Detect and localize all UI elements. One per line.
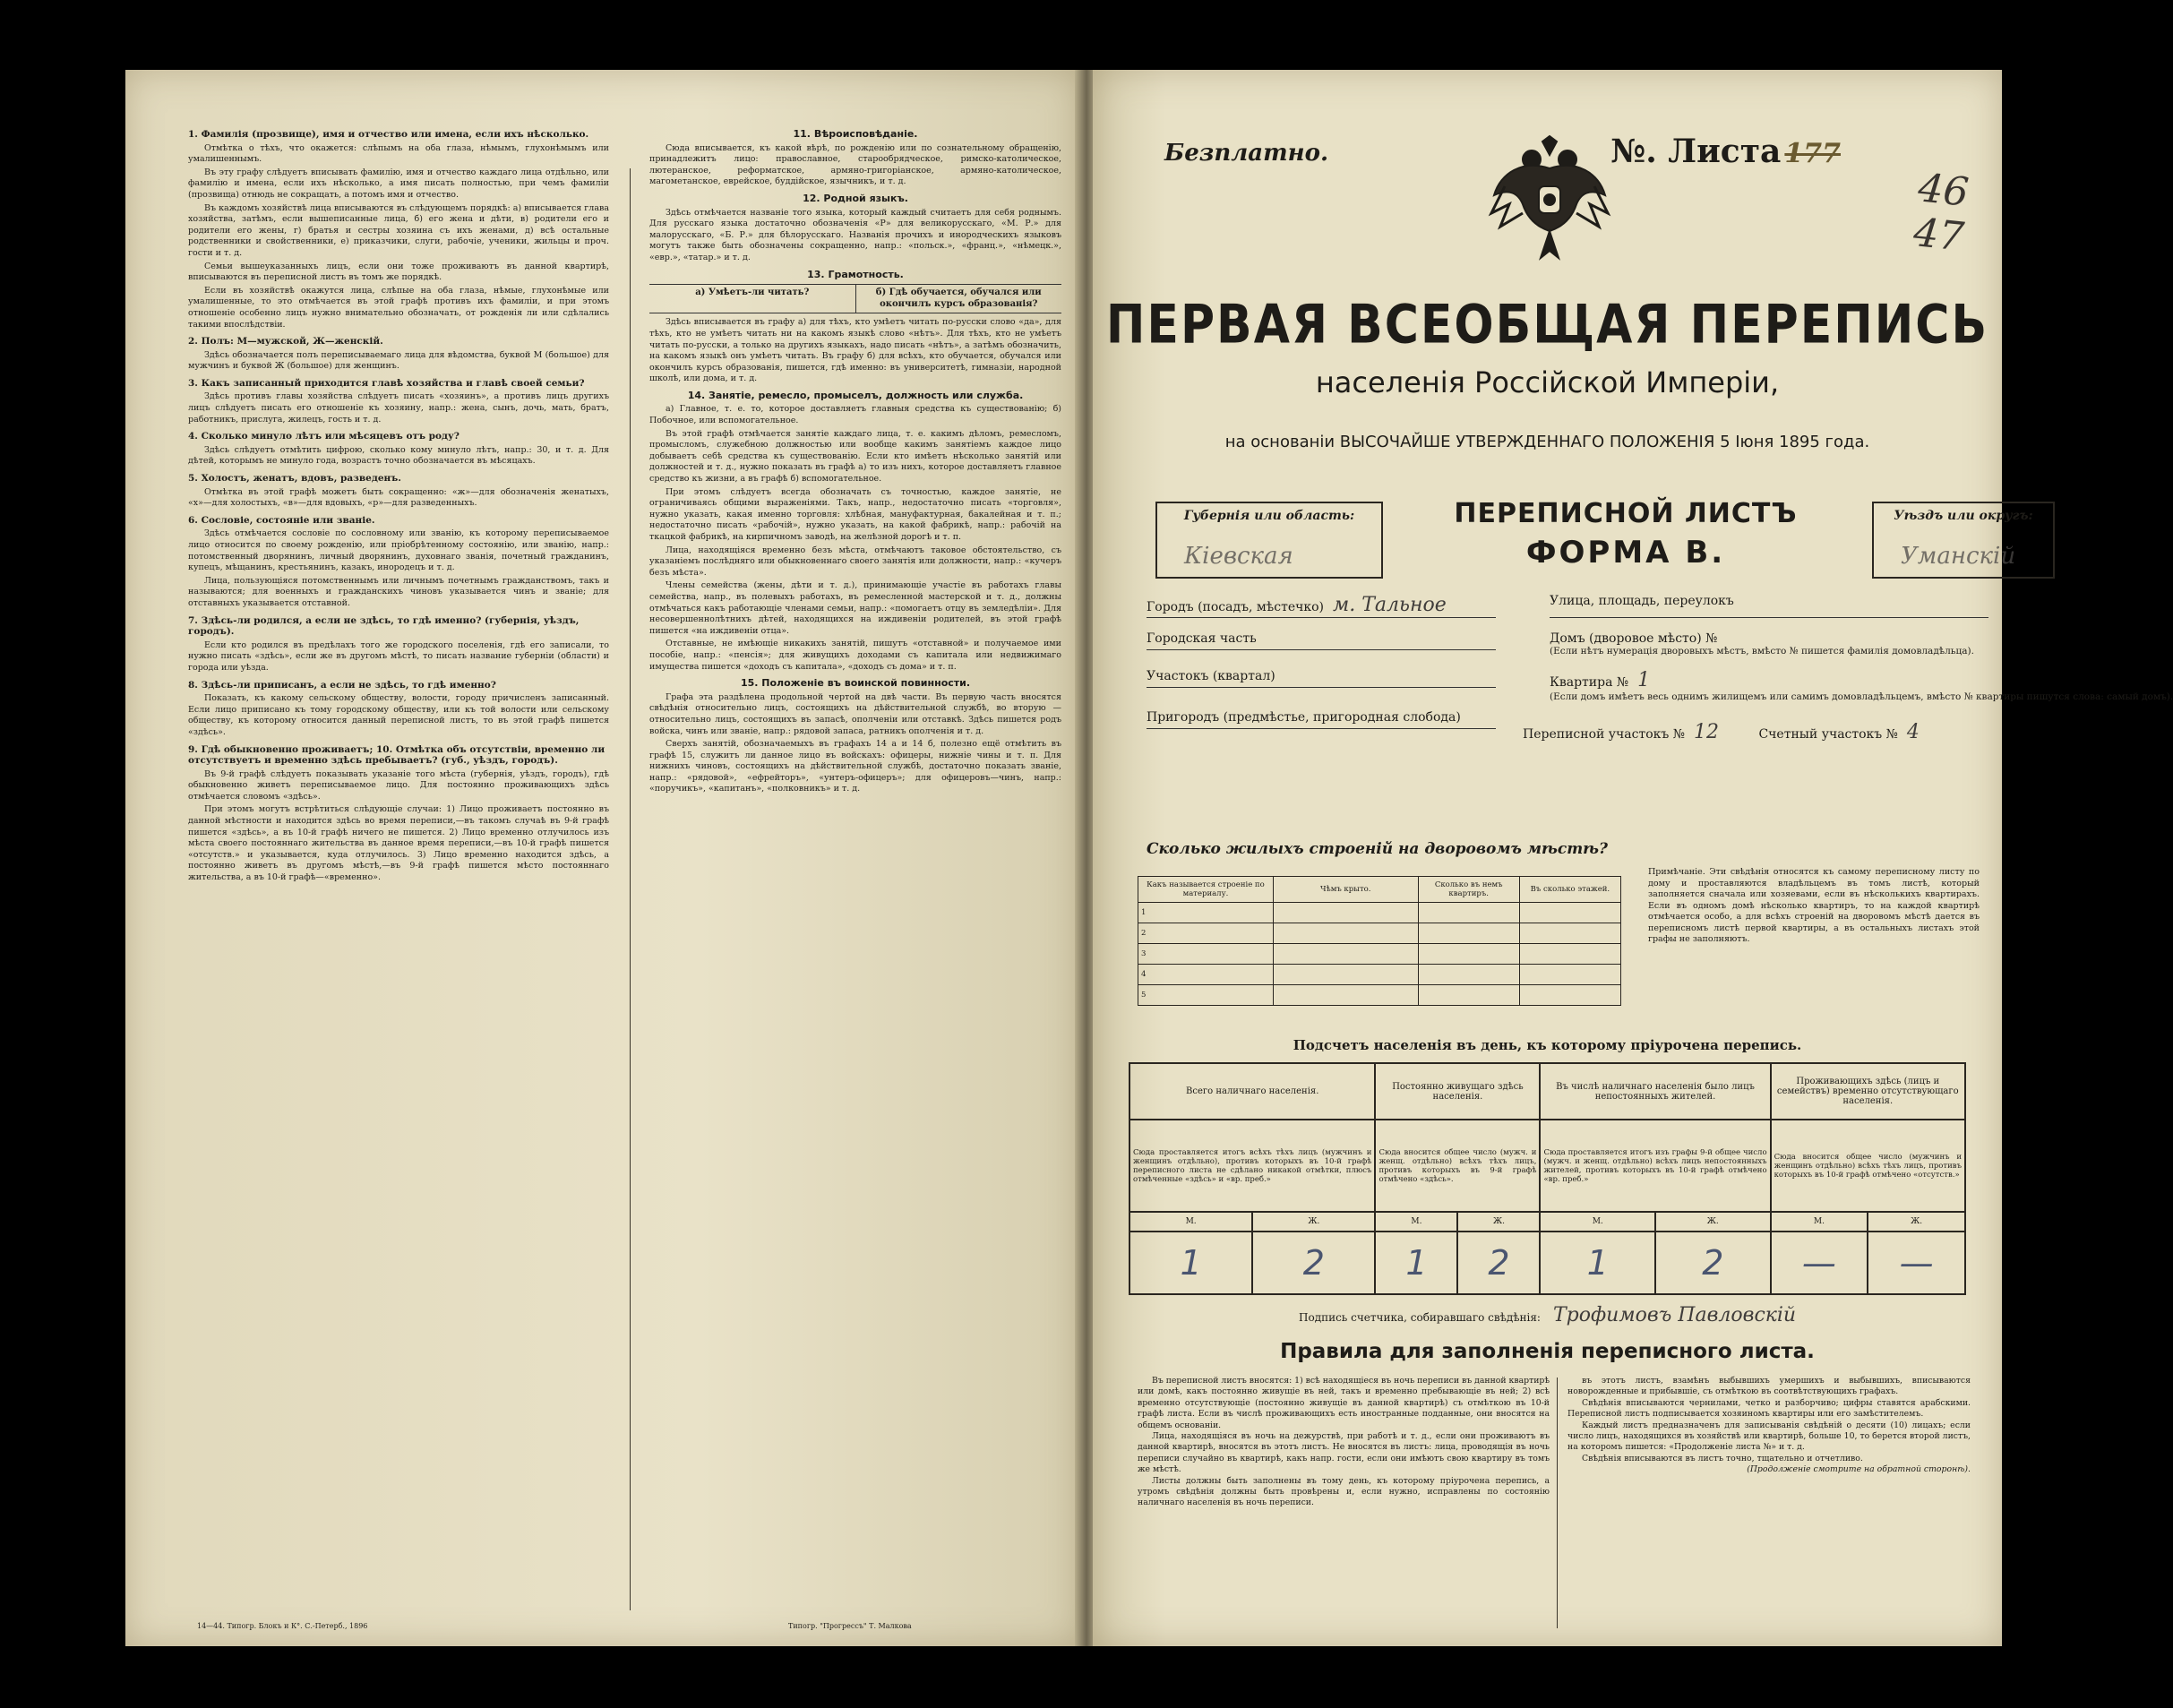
street-label: Улица, площадь, переулокъ [1550,594,1734,608]
table-row [1138,903,1621,923]
count-group-desc: Сюда проставляется итогъ изъ графы 9-й общее число (мужч. и женщ. отдѣльно) всѣхъ лицъ непостоянныхъ жителей, противъ которыхъ въ 10-й графѣ отмѣчено «вр. преб.» [1540,1120,1770,1212]
rules-column-2 [1567,1376,1971,1476]
instruction-paragraph: Отставные, не имѣющіе никакихъ занятій, пишутъ «отставной» и получаемое ими пособіе, напр.: «пенсія»; для живущихъ доходами съ капитала или недвижимаго имущества пишется «доходъ съ капитала», «доходъ съ дома» и т. п. [649,639,1061,672]
instruction-paragraph: При этомъ могутъ встрѣтиться слѣдующіе случаи: 1) Лицо проживаетъ постоянно въ данной мѣстности и находится здѣсь во время переписи,—въ такомъ случаѣ въ 9-й графѣ пишется «здѣсь», а въ 10-й графѣ ничего не пишется. 2) Лицо временно отлучилось изъ мѣста своего постояннаго жительства въ данное время переписи,—въ 10-й графѣ пишется «отсутств.» и указывается, куда отлучилось. 3) Лицо временно находится здѣсь, а постоянно живетъ въ другомъ мѣстѣ,—въ 9-й графѣ пишется мѣсто постояннаго жительства, а въ 10-й графѣ—«временно». [188,804,609,883]
instruction-heading: 12. Родной языкъ. [803,192,908,204]
census-area-value: 12 [1694,721,1719,743]
buildings-header: Сколько въ немъ квартиръ. [1418,877,1519,903]
count-value: — [1771,1232,1868,1294]
rules-footnote: (Продолженіе смотрите на обратной сторонѣ). [1747,1464,1971,1475]
house-field [1550,631,1974,657]
count-value: 1 [1375,1232,1457,1294]
form-name: ПЕРЕПИСНОЙ ЛИСТЪ [1454,498,1798,529]
instruction-paragraph: Показать, къ какому сельскому обществу, волости, городу причисленъ записанный. Если лицо приписано къ тому городскому обществу, или къ той волости или сельскому обществу, къ которому относится данный переписной листъ, то въ этой графѣ пишется «здѣсь». [188,693,609,737]
uezd-value: Уманскій [1901,543,2016,570]
instructions-column-2 [649,124,1061,1619]
literacy-subquestion: б) Гдѣ обучается, обучался или окончилъ курсъ образованія? [855,285,1062,313]
instruction-heading: 5. Холостъ, женатъ, вдовъ, разведенъ. [188,473,401,485]
rules-paragraph: Свѣдѣнія вписываются чернилами, четко и разборчиво; цифры ставятся арабскими. Переписной листъ подписывается хозяиномъ квартиры или его замѣстителемъ. [1567,1397,1971,1420]
house-label: Домъ (дворовое мѣсто) № [1550,631,1718,646]
census-area-field [1523,721,1920,743]
instruction-paragraph: Отмѣтка въ этой графѣ можетъ быть сокращенно: «ж»—для обозначенія женатыхъ, «х»—для холостыхъ, «в»—для вдовыхъ, «р»—для разведенныхъ. [188,486,609,509]
instruction-heading: 15. Положеніе въ воинской повинности. [740,677,971,690]
gubernia-label: Губернія или область: [1183,509,1355,523]
legal-basis: на основаніи ВЫСОЧАЙШЕ УТВЕРЖДЕННАГО ПОЛОЖЕНІЯ 5 Іюня 1895 года. [1224,433,1870,451]
instruction-heading: 4. Сколько минуло лѣтъ или мѣсяцевъ отъ роду? [188,431,460,442]
apartment-note: (Если домъ имѣетъ весь однимъ жилищемъ или самимъ домовладѣльцемъ, вмѣсто № квартиры пишутся слова: самый домъ). [1550,691,2173,702]
row-number: 1 [1138,903,1274,923]
instruction-heading: 8. Здѣсь-ли приписанъ, а если не здѣсь, то гдѣ именно? [188,679,496,691]
count-value: 1 [1540,1232,1655,1294]
instruction-heading: 2. Полъ: М—мужской, Ж—женскій. [188,336,383,348]
instructions-column-1 [188,124,609,1619]
instruction-heading: 7. Здѣсь-ли родился, а если не здѣсь, то гдѣ именно? (губернія, уѣздъ, городъ). [188,614,580,638]
count-group-title: Проживающихъ здѣсь (лицъ и семействъ) временно отсутствующаго населенія. [1771,1063,1965,1120]
sex-label: Ж. [1655,1212,1771,1232]
instruction-paragraph: Лица, находящіяся временно безъ мѣста, отмѣчаютъ таковое обстоятельство, съ указаніемъ послѣдняго или обыкновеннаго своего занятія или должности, напр.: «кучеръ безъ мѣста». [649,545,1061,578]
buildings-header: Въ сколько этажей. [1519,877,1620,903]
district-field [1147,669,1275,683]
printer-imprint-2: Типогр. "Прогрессъ" Т. Малкова [788,1622,912,1630]
sex-label: М. [1129,1212,1252,1232]
instruction-paragraph: Сверхъ занятій, обозначаемыхъ въ графахъ 14 а и 14 б, полезно ещё отмѣтить въ графѣ 15, служитъ ли данное лицо въ войскахъ: офицеры, нижніе чины и т. п. Для нижнихъ чиновъ, состоящихъ на дѣйствительной службѣ, достаточно показать званіе, напр.: «рядовой», «ефрейторъ», «унтеръ-офицеръ»; для офицеровъ—чинъ, напр.: «поручикъ», «капитанъ», «полковникъ» и т. д. [649,739,1061,794]
instruction-paragraph: Въ эту графу слѣдуетъ вписывать фамилію, имя и отчество каждаго лица отдѣльно, или фамилію и имена, если ихъ нѣсколько, а имя писать полностью, при чемъ фамиліи (прозвища) отнюдь не сокращать, а потомъ имя и отчество. [188,167,609,200]
rules-paragraph: Свѣдѣнія вписываются въ листъ точно, тщательно и отчетливо. [1582,1453,1863,1463]
instruction-heading: 14. Занятіе, ремесло, промыселъ, должность или служба. [687,389,1024,401]
sex-label: Ж. [1252,1212,1375,1232]
rules-paragraph: въ этотъ листъ, взамѣнъ выбывшихъ умершихъ и выбывшихъ, вписываются новорожденные и прибывшіе, съ отмѣткою въ соотвѣтствующихъ графахъ. [1567,1376,1971,1397]
part-label: Городская часть [1147,631,1257,646]
buildings-header: Чѣмъ крыто. [1273,877,1418,903]
table-row [1138,985,1621,1006]
instruction-paragraph: Здѣсь отмѣчается названіе того языка, который каждый считаетъ для себя роднымъ. Для русскаго языка достаточно обозначенія «Р» для великорусскаго, «М. Р.» для малорусскаго, «Б. Р.» для бѣлорусскаго. Названія прочихъ и инородческихъ языковъ могутъ также быть обозначены сокращенно, напр.: «польск.», «франц.», «нѣмецк.», «евр.», «татар.» и т. д. [649,207,1061,262]
instruction-heading: 1. Фамилія (прозвище), имя и отчество или имена, если ихъ нѣсколько. [188,129,589,140]
form-code: ФОРМА В. [1525,535,1726,571]
rules-title: Правила для заполненія переписного листа. [1280,1340,1815,1363]
column-divider [630,168,631,1610]
instruction-heading: 11. Вѣроисповѣданіе. [793,128,918,140]
rules-paragraph: Листы должны быть заполнены въ тому день, къ которому пріурочена перепись, а утромъ свѣдѣнія должны быть провѣрены и, если нужно, исправлены по состоянію наличнаго населенія въ ночь переписи. [1138,1475,1550,1508]
row-number: 5 [1138,985,1274,1006]
instruction-paragraph: Семьи вышеуказанныхъ лицъ, если они тоже проживаютъ въ данной квартирѣ, вписываются въ переписной листъ въ томъ же порядкѣ. [188,261,609,283]
district-label: Участокъ (квартал) [1147,669,1275,683]
population-count-title: Подсчетъ населенія въ день, къ которому пріурочена перепись. [1293,1037,1802,1053]
pencil-number: 46 [1916,165,1971,216]
count-group-desc: Сюда вносится общее число (мужчинъ и женщинъ отдѣльно) всѣхъ тѣхъ лицъ, противъ которыхъ въ 10-й графѣ отмѣчено «отсутств.» [1771,1120,1965,1212]
instruction-paragraph: Въ 9-й графѣ слѣдуетъ показывать указаніе того мѣста (губернія, уѣздъ, городъ), гдѣ обыкновенно живетъ переписываемое лицо. Для постоянно проживающихъ здѣсь отмѣчается словомъ «здѣсь». [188,768,609,802]
count-group-title: Постоянно живущаго здѣсь населенія. [1375,1063,1540,1120]
pencil-archive-numbers [1911,166,1971,260]
apartment-field [1550,669,2173,702]
uezd-label: Уѣздъ или округъ: [1894,509,2033,523]
literacy-question [649,284,1061,313]
instruction-paragraph: Лица, пользующіяся потомственнымъ или личнымъ почетнымъ гражданствомъ, такъ и называются; для военныхъ и гражданскихъ чиновъ указывается чинъ и званіе; для отставныхъ указывается отставной. [188,575,609,608]
street-field [1550,594,1734,608]
instruction-paragraph: Въ этой графѣ отмѣчается занятіе каждаго лица, т. е. какимъ дѣломъ, ремесломъ, промысломъ, служебною должностью или вообще какимъ занятіемъ каждое лицо добываетъ себѣ средства къ существованію. Если кто имѣетъ нѣсколько занятій или должностей и т. д., нужно показать въ графѣ а) то изъ нихъ, которое доставляетъ главное средство къ жизни, а въ графѣ б) вспомогательное. [649,428,1061,485]
suburb-label: Пригородъ (предмѣстье, пригородная слобода) [1147,710,1461,725]
instruction-paragraph: Отмѣтка о тѣхъ, что окажется: слѣпымъ на оба глаза, нѣмымъ, глухонѣмымъ или умалишеннымъ. [188,142,609,165]
instruction-paragraph: а) Главное, т. е. то, которое доставляетъ главныя средства къ существованію; б) Побочное, или вспомогательное. [649,404,1061,426]
signature-value: Трофимовъ Павловскій [1552,1304,1797,1326]
gubernia-value: Кіевская [1184,543,1293,570]
rules-paragraph: Лица, находящіяся въ ночь на дежурствѣ, при работѣ и т. д., если они проживаютъ въ данной квартирѣ, вносятся въ этотъ листъ. Не вносятся въ листъ: лица, проводящія въ ночь переписи случайно въ квартирѣ, какъ напр. гости, если они имѣютъ свою квартиру въ томъ же мѣстѣ. [1138,1431,1550,1475]
page-subtitle: населенія Россійской Имперіи, [1315,365,1780,399]
uezd-box [1872,502,2055,579]
count-value: — [1868,1232,1965,1294]
city-field [1147,594,1447,616]
pencil-number: 47 [1911,210,1966,261]
form-title [1379,498,1872,571]
count-value: 2 [1457,1232,1540,1294]
count-group-title: Въ числѣ наличнаго населенія было лицъ непостоянныхъ жителей. [1540,1063,1770,1120]
instruction-paragraph: Члены семейства (жены, дѣти и т. д.), принимающіе участіе въ работахъ главы семейства, напр., въ полевыхъ работахъ, въ ремесленной мастерской и т. д., должны отмѣчаться какъ работающіе членами семьи, напр.: «помогаетъ отцу въ земледѣліи». Для несовершеннолѣтнихъ дѣтей, находящихся на иждивеніи родителей, въ этой графѣ пишется «на иждивеніи отца». [649,580,1061,636]
rules-paragraph: Въ переписной листъ вносятся: 1) всѣ находящіеся въ ночь переписи въ данной квартирѣ или домѣ, какъ постоянно живущіе въ ней, такъ и временно пребывающіе въ ней; 2) всѣ временно отсутствующіе (постоянно живущіе въ данной квартирѣ) съ отмѣткою въ 10-й графѣ листа. Если въ числѣ проживающихъ есть иностранные подданные, они вносятся на общемъ основаніи. [1138,1376,1550,1430]
left-page-instructions [125,70,1079,1646]
table-row [1138,923,1621,944]
instruction-paragraph: При этомъ слѣдуетъ всегда обозначать съ точностью, каждое занятіе, не ограничиваясь общими выраженіями. Такъ, напр., недостаточно писать «торговля», нужно указать, какая именно торговля: хлѣбная, мануфактурная, бакалейная и т. п.; недостаточно писать «рабочій», нужно указать, на какой фабрикѣ, напр.: рабочій на ткацкой фабрикѣ, на кирпичномъ заводѣ, на желѣзной дорогѣ и т. п. [649,486,1061,542]
instruction-paragraph: Въ каждомъ хозяйствѣ лица вписываются въ слѣдующемъ порядкѣ: а) вписывается глава хозяйства, затѣмъ, если вышеписанные лица, б) его жена и дѣти, в) родители его и родители его жены, г) братья и сестры хозяина съ ихъ женами, д) всѣ остальные родственники и свойственники, е) приказчики, слуги, рабочіе, ученики, жильцы и проч. гости и т. д. [188,202,609,258]
sex-label: Ж. [1868,1212,1965,1232]
enumerator-signature [1299,1304,1796,1326]
signature-label: Подпись счетчика, собиравшаго свѣдѣнія: [1299,1311,1541,1324]
rules-column-1 [1138,1376,1550,1509]
instruction-paragraph: Если кто родился въ предѣлахъ того же городского поселенія, гдѣ его записали, то нужно писать «здѣсь», если же въ другомъ мѣстѣ, то писать название губерніи (области) и города или уѣзда. [188,639,609,673]
part-field [1147,631,1257,646]
apartment-value: 1 [1637,669,1651,691]
instruction-paragraph: Здѣсь обозначается полъ переписываемаго лица для вѣдомства, буквой М (большое) для мужчинъ и буквой Ж (большое) для женщинъ. [188,349,609,372]
house-note: (Если нѣтъ нумерація дворовыхъ мѣстъ, вмѣсто № пишется фамилія домовладѣльца). [1550,646,1974,657]
rules-paragraph: Каждый листъ предназначенъ для записыванія свѣдѣній о десяти (10) лицахъ; если число лицъ, находящихся въ хозяйствѣ или квартирѣ, больше 10, то берется второй листъ, на которомъ пишется: «Продолженіе листа №» и т. д. [1567,1420,1971,1453]
sheet-number-value: 177 [1784,138,1841,169]
double-headed-eagle-emblem [1487,133,1612,276]
census-area-label: Переписной участокъ № [1523,727,1685,742]
rules-divider [1557,1378,1558,1628]
suburb-field [1147,710,1461,725]
apartment-label: Квартира № [1550,675,1629,690]
buildings-table [1138,876,1621,1006]
city-value: м. Тальное [1333,594,1447,616]
instruction-heading: 9. Гдѣ обыкновенно проживаетъ; 10. Отмѣтка объ отсутствіи, временно ли отсутствуетъ и временно здѣсь пребываетъ? (губ., уѣздъ, городъ). [188,743,606,767]
page-title: ПЕРВАЯ ВСЕОБЩАЯ ПЕРЕПИСЬ [1105,294,1989,356]
count-value: 2 [1252,1232,1375,1294]
buildings-header: Какъ называется строеніе по материалу. [1138,877,1274,903]
count-group-title: Всего наличнаго населенія. [1129,1063,1375,1120]
sheet-number [1610,133,1841,170]
gubernia-box [1155,502,1383,579]
count-value: 1 [1129,1232,1252,1294]
instruction-paragraph: Здѣсь отмѣчается сословіе по сословному или званію, къ которому переписываемое лицо относится по своему рожденію, или пріобрѣтенному состоянію, или званію, напр.: потомственный дворянинъ, личный дворянинъ, духовнаго званія, почетный гражданинъ, купецъ, мѣщанинъ, крестьянинъ, казакъ, инородецъ и т. д. [188,528,609,573]
instruction-paragraph: Здѣсь вписывается въ графу а) для тѣхъ, кто умѣетъ читать по-русски слово «да», для тѣхъ, кто не умѣетъ читать ни на какомъ языкѣ слово «нѣтъ». Для тѣхъ, кто не умѣетъ читать по-русски, а только на другихъ языкахъ, надо писать «нѣтъ», а затѣмъ обозначить, на какомъ языкѣ онъ умѣетъ читать. Въ графу б) для всѣхъ, кто обучается, обучался или окончилъ курсъ образованія, пишется, гдѣ именно: въ университетѣ, гимназіи, народной школѣ, или дома, и т. д. [649,317,1061,384]
right-page-census-form [1093,70,2173,1646]
instruction-heading: 13. Грамотность. [807,268,904,280]
buildings-remark: Примѣчаніе. Эти свѣдѣнія относятся къ самому переписному листу по дому и проставляются владѣльцемъ въ томъ листѣ, который заполняется сначала или хозяевами, если въ нѣсколькихъ квартирахъ. Если въ одномъ домѣ нѣсколько квартиръ, то на каждой квартирѣ отмѣчается особо, а для всѣхъ строеній на дворовомъ мѣстѣ дается въ переписномъ листѣ первой квартиры, а въ остальныхъ листахъ этой графы не заполняютъ. [1648,867,1980,944]
literacy-subquestion: а) Умѣетъ-ли читать? [695,288,810,298]
row-number: 3 [1138,944,1274,965]
sex-label: М. [1771,1212,1868,1232]
instruction-heading: 3. Какъ записанный приходится главѣ хозяйства и главѣ своей семьи? [188,377,585,389]
printer-imprint: 14—44. Типогр. Блокъ и К°. С.-Петерб., 1896 [197,1622,368,1630]
row-number: 4 [1138,965,1274,985]
population-count-table [1129,1062,1966,1295]
sex-label: Ж. [1457,1212,1540,1232]
instruction-paragraph: Если въ хозяйствѣ окажутся лица, слѣпые на оба глаза, нѣмые, глухонѣмые или умалишенные, то это отмѣчается въ этой графѣ противъ ихъ фамиліи, и при этомъ отношеніе особенно лицъ нужно внимательно обозначать, от рожденія ли или сдѣлались такими впослѣдствіи. [188,285,609,330]
table-row [1138,965,1621,985]
row-number: 2 [1138,923,1274,944]
counting-area-value: 4 [1906,721,1920,743]
free-label: Безплатно. [1164,140,1328,167]
count-group-desc: Сюда вносится общее число (мужч. и женщ. отдѣльно) всѣхъ тѣхъ лицъ, противъ которыхъ въ 9-й графѣ отмѣчено «здѣсь». [1375,1120,1540,1212]
instruction-paragraph: Графа эта раздѣлена продольной чертой на двѣ части. Въ первую часть вносятся свѣдѣнія относительно лицъ, состоящихъ на дѣйствительной службѣ, во вторую — относительно лицъ, состоящихъ въ запасѣ, ополченіи или отставкѣ. Здѣсь пишется родъ войска, чинъ или званіе, напр.: рядовой запаса, ратникъ ополченія и т. д. [649,691,1061,736]
buildings-question: Сколько жилыхъ строеній на дворовомъ мѣстѣ? [1147,840,1608,858]
counting-area-label: Счетный участокъ № [1758,727,1898,742]
count-value: 2 [1655,1232,1771,1294]
instruction-heading: 6. Сословіе, состояніе или званіе. [188,514,375,526]
sheet-number-label: №. Листа [1610,133,1782,170]
sex-label: М. [1375,1212,1457,1232]
open-census-booklet [125,70,2173,1646]
instruction-paragraph: Сюда вписывается, къ какой вѣрѣ, по рожденію или по сознательному обращенію, принадлежитъ лицо: православное, старообрядческое, римско-католическое, лютеранское, реформатское, армяно-григоріанское, армяно-католическое, магометанское, еврейское, буддійское, язычникъ, и т. д. [649,142,1061,187]
instruction-paragraph: Здѣсь слѣдуетъ отмѣтить цифрою, сколько кому минуло лѣтъ, напр.: 30, и т. д. Для дѣтей, которымъ не минуло года, возрастъ точно обозначается въ мѣсяцахъ. [188,444,609,467]
instruction-paragraph: Здѣсь противъ главы хозяйства слѣдуетъ писать «хозяинъ», а противъ лицъ другихъ лицъ слѣдуетъ писать его отношеніе къ хозяину, напр.: жена, сынъ, дочь, мать, братъ, работникъ, прислуга, жилецъ, гость и т. д. [188,391,609,425]
city-label: Городъ (посадъ, мѣстечко) [1147,600,1325,614]
count-group-desc: Сюда проставляется итогъ всѣхъ тѣхъ лицъ (мужчинъ и женщинъ отдѣльно), противъ которыхъ въ 10-й графѣ переписного листа не сдѣлано никакой отмѣтки, плюсъ отмѣченные «здѣсь» и «вр. преб.» [1129,1120,1375,1212]
table-row [1138,944,1621,965]
sex-label: М. [1540,1212,1655,1232]
